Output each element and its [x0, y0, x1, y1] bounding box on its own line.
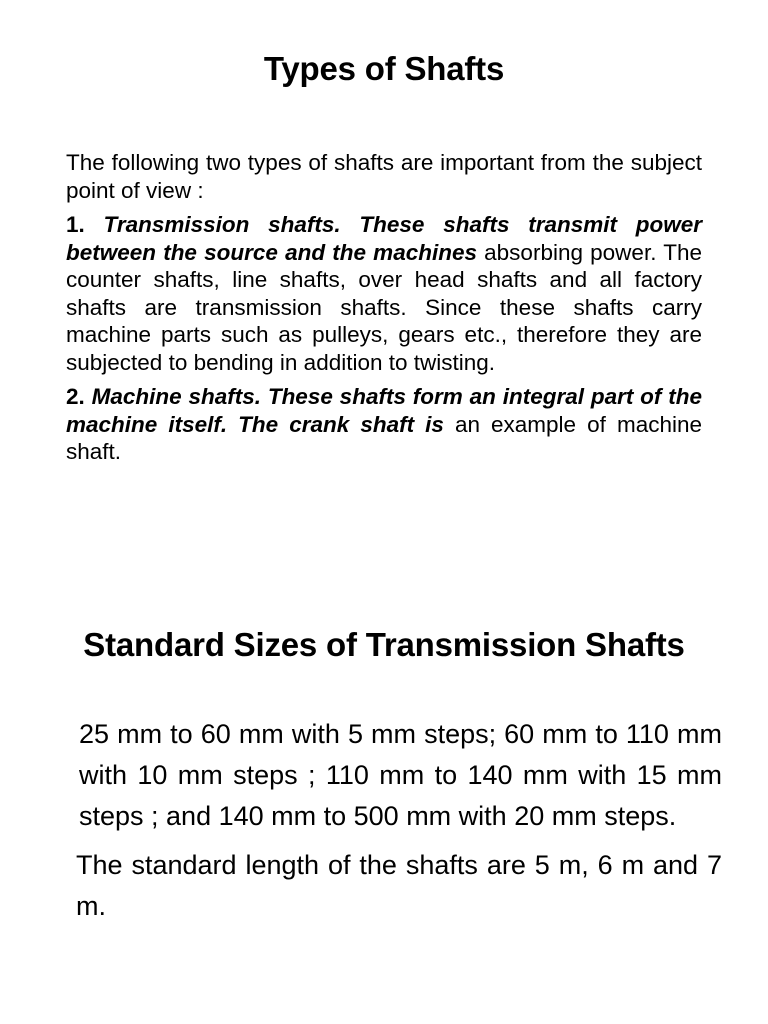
length-paragraph: The standard length of the shafts are 5 m, 6 m and 7 m.	[76, 850, 722, 921]
slide-body	[76, 714, 722, 935]
list-item-transmission-shafts	[66, 211, 702, 376]
item-emphasis: Transmission shafts. These shafts transmit power between the source and the machines	[66, 212, 702, 265]
item-emphasis: Machine shafts. These shafts form an integral part of the machine itself. The crank shaft is	[66, 384, 702, 437]
sizes-paragraph: 25 mm to 60 mm with 5 mm steps; 60 mm to 110 mm with 10 mm steps ; 110 mm to 140 mm with 15 mm steps ; and 140 mm to 500 mm with 20 mm steps.	[79, 719, 722, 831]
intro-paragraph: The following two types of shafts are important from the subject point of view :	[66, 150, 702, 203]
slide-title: Standard Sizes of Transmission Shafts	[83, 626, 685, 663]
item-number: 1.	[66, 212, 85, 237]
item-text: an example of machine shaft.	[66, 411, 702, 464]
slide-body	[66, 149, 702, 473]
list-item-machine-shafts	[66, 383, 702, 466]
slide-standard-sizes	[0, 512, 768, 1024]
slide-title: Types of Shafts	[263, 50, 505, 87]
item-number: 2.	[66, 384, 85, 409]
item-text: absorbing power. The counter shafts, line shafts, over head shafts and all factory shafts are transmission shafts. Since these shafts carry machine parts such as pulleys, gears etc., therefore they are subjected to bending in addition to twisting.	[66, 239, 702, 375]
